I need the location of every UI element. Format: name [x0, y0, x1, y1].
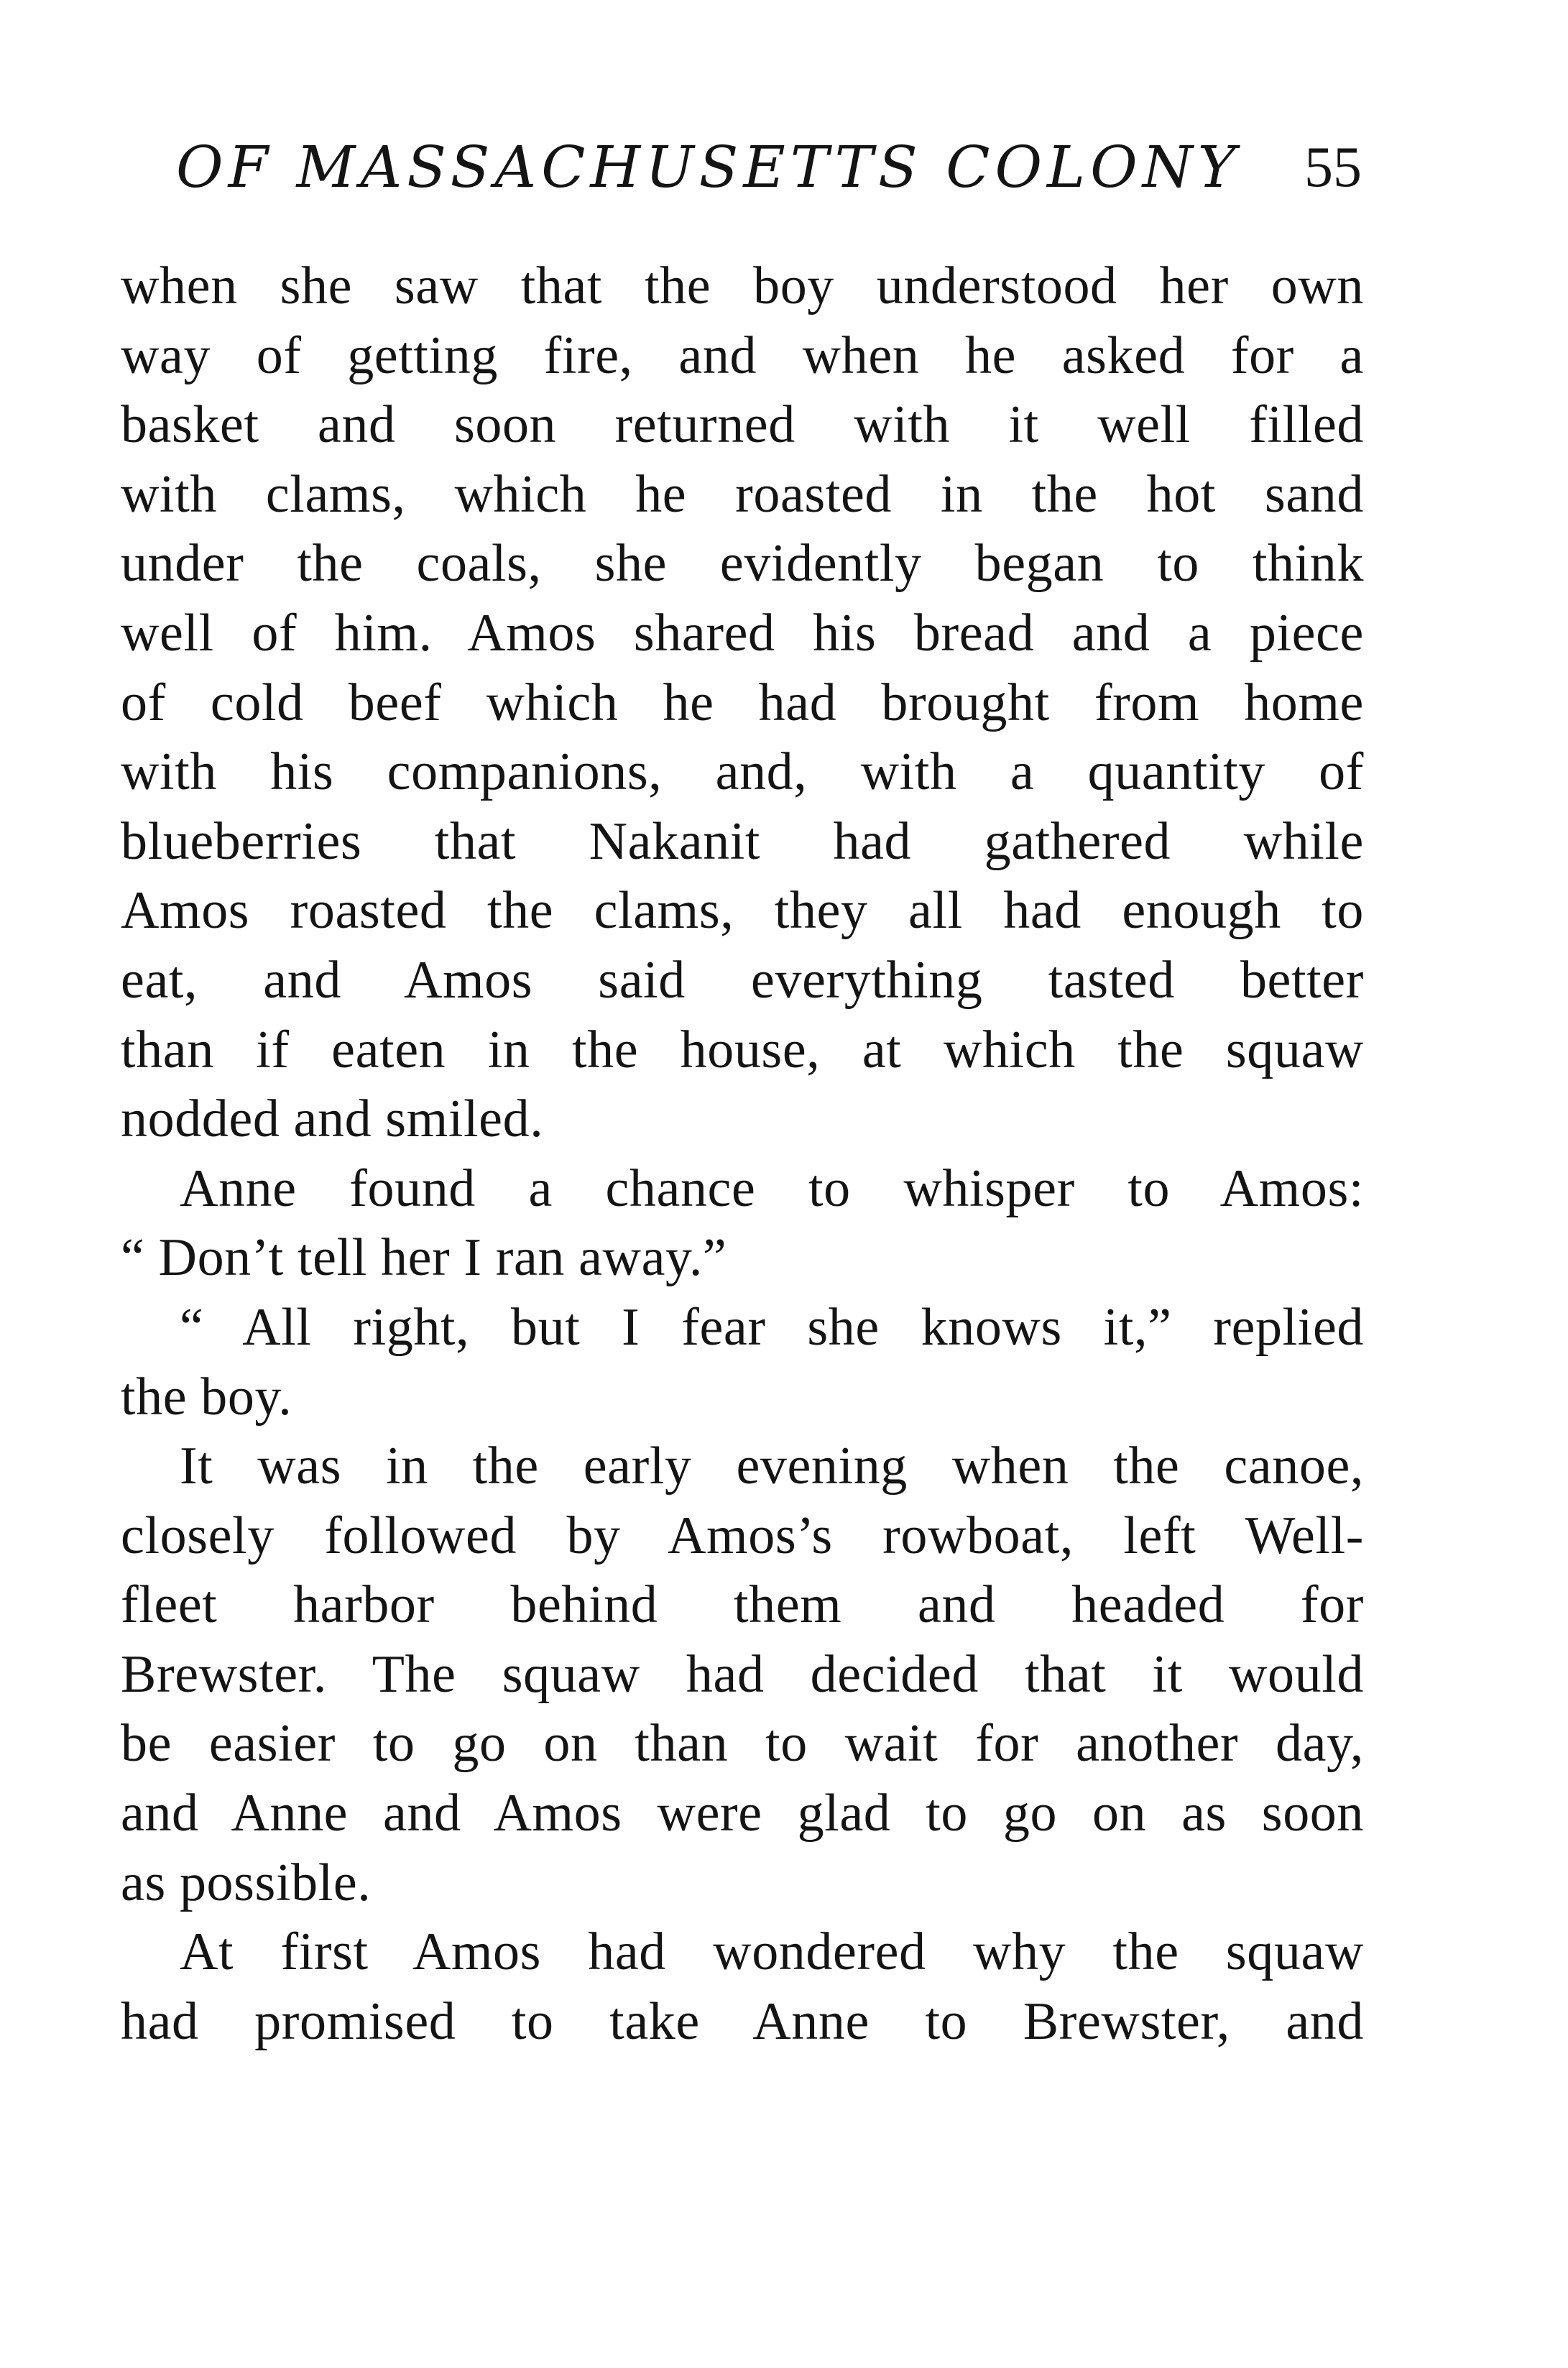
text-line: Brewster. The squaw had decided that it would	[121, 1644, 1364, 1704]
text-line: Anne found a chance to whisper to Amos:	[180, 1158, 1364, 1218]
text-line: than if eaten in the house, at which the squaw	[121, 1020, 1364, 1079]
text-line: way of getting fire, and when he asked for a	[121, 326, 1364, 385]
text-line: Amos roasted the clams, they all had enough to	[121, 881, 1364, 941]
body-text	[121, 252, 1364, 2056]
text-line: and Anne and Amos were glad to go on as soon	[121, 1784, 1364, 1843]
text-line: “ Don’t tell her I ran away.”	[121, 1228, 727, 1288]
text-line: be easier to go on than to wait for another day,	[121, 1714, 1364, 1774]
paragraph	[121, 1293, 1364, 1432]
text-line: eat, and Amos said everything tasted better	[121, 950, 1364, 1010]
text-line: as possible.	[121, 1853, 372, 1912]
text-line: of cold beef which he had brought from home	[121, 673, 1364, 732]
text-line: At first Amos had wondered why the squaw	[180, 1922, 1364, 1982]
text-line: “ All right, but I fear she knows it,” replied	[180, 1297, 1364, 1357]
text-line: when she saw that the boy understood her own	[121, 257, 1364, 315]
text-line: had promised to take Anne to Brewster, and	[121, 1991, 1364, 2051]
text-line: basket and soon returned with it well filled	[121, 395, 1364, 455]
running-title: OF MASSACHUSETTS COLONY	[176, 134, 1241, 201]
text-line: with his companions, and, with a quantity of	[121, 742, 1364, 802]
paragraph	[121, 1154, 1364, 1293]
text-line: fleet harbor behind them and headed for	[121, 1575, 1364, 1635]
running-head	[176, 128, 1362, 207]
text-line: with clams, which he roasted in the hot sand	[121, 464, 1364, 524]
text-line: It was in the early evening when the canoe,	[180, 1437, 1364, 1496]
text-line: the boy.	[121, 1367, 292, 1427]
paragraph	[121, 1917, 1364, 2056]
text-line: closely followed by Amos’s rowboat, left Well-	[121, 1506, 1364, 1565]
text-line: well of him. Amos shared his bread and a piece	[121, 603, 1364, 663]
page-number: 55	[1304, 136, 1362, 199]
paragraph	[121, 1432, 1364, 1917]
text-line: under the coals, she evidently began to think	[121, 534, 1364, 594]
text-line: nodded and smiled.	[121, 1089, 544, 1149]
text-line: blueberries that Nakanit had gathered while	[121, 811, 1364, 871]
paragraph	[121, 252, 1364, 1154]
